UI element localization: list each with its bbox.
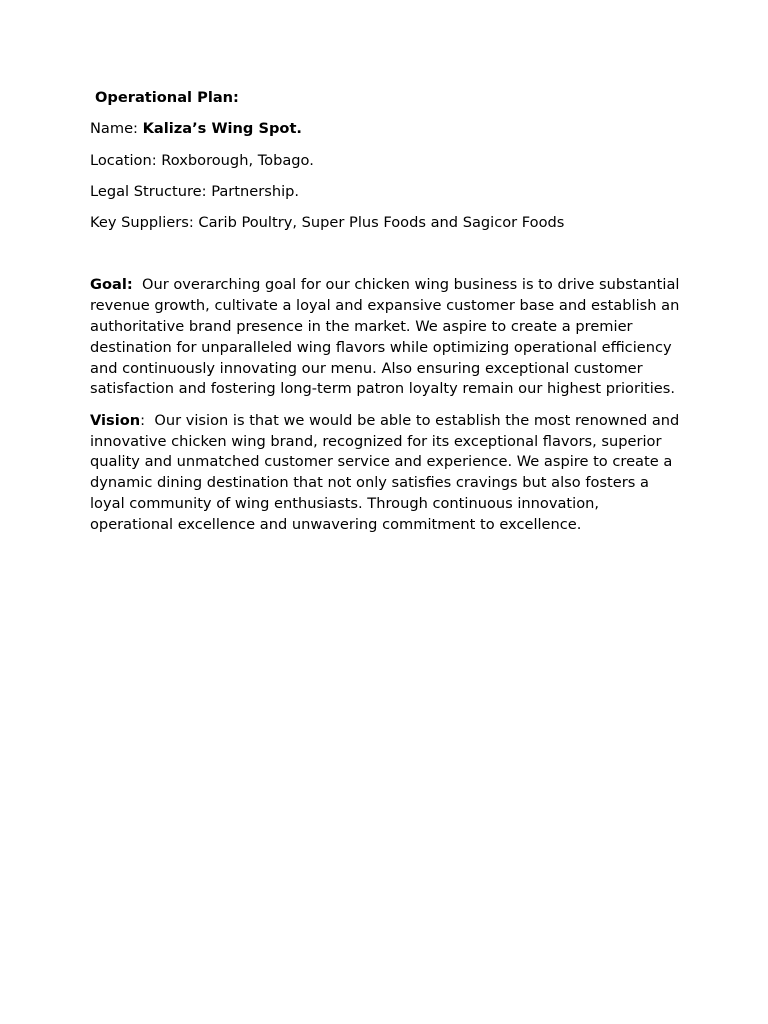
section-spacer xyxy=(90,244,680,275)
legal-structure-line: Legal Structure: Partnership. xyxy=(90,182,300,200)
goal-text: Our overarching goal for our chicken wing business is to drive substantial revenue growth, cultivate a loyal and expansive customer base and establish an authoritative brand presence in the market. We aspire to create a premier destination for unparalleled wing flavors while optimizing operational efficiency and continuously innovating our menu. Also ensuring exceptional customer satisfaction and fostering long-term patron loyalty remain our highest priorities. xyxy=(90,276,685,398)
document-body xyxy=(90,88,685,546)
vision-label: Vision xyxy=(90,411,141,429)
vision-text: : Our vision is that we would be able to establish the most renowned and innovative chicken wing brand, recognized for its exceptional flavors, superior quality and unmatched customer service and experience. We aspire to create a dynamic dining destination that not only satisfies cravings but also fosters a loyal community of wing enthusiasts. Through continuous innovation, operational excellence and unwavering commitment to excellence. xyxy=(90,411,684,533)
business-name-label: Name: xyxy=(90,120,143,138)
business-name-value: Kaliza’s Wing Spot. xyxy=(142,120,302,138)
page-title: Operational Plan: xyxy=(95,89,239,106)
location-line: Location: Roxborough, Tobago. xyxy=(90,151,314,169)
key-suppliers-line: Key Suppliers: Carib Poultry, Super Plus Foods and Sagicor Foods xyxy=(90,214,565,232)
goal-paragraph xyxy=(90,275,685,400)
goal-label: Goal: xyxy=(90,276,133,294)
business-name-line xyxy=(90,119,680,140)
vision-paragraph xyxy=(90,411,684,536)
